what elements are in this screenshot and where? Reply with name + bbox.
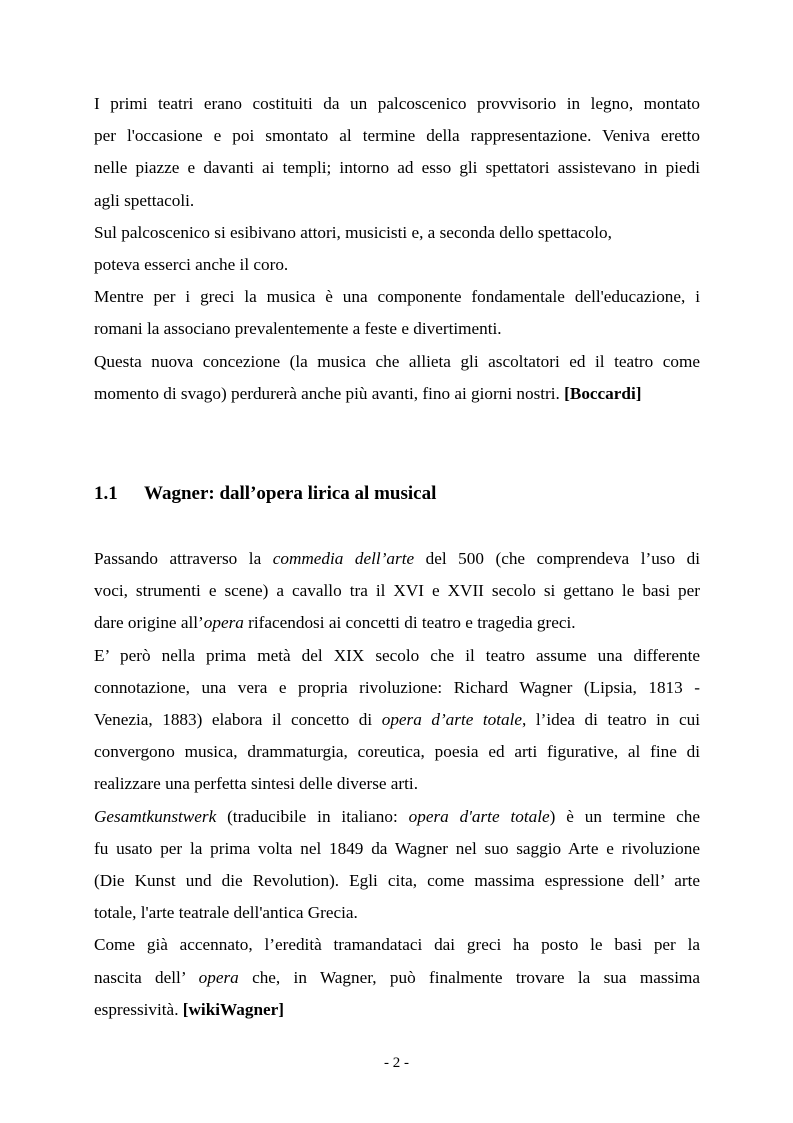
text-line: connotazione, una vera e propria rivoluzione: Richard Wagner (Lipsia, 1813 - bbox=[94, 677, 700, 697]
body-paragraph-4 bbox=[94, 929, 700, 1026]
intro-text bbox=[94, 88, 700, 410]
body-paragraph-3 bbox=[94, 801, 700, 930]
text-line: fu usato per la prima volta nel 1849 da Wagner nel suo saggio Arte e rivoluzione bbox=[94, 838, 700, 858]
section-body bbox=[94, 543, 700, 1026]
text-run: nascita dell’ bbox=[94, 967, 199, 987]
text-line: E’ però nella prima metà del XIX secolo che il teatro assume una differente bbox=[94, 645, 700, 665]
text-line: Sul palcoscenico si esibivano attori, musicisti e, a seconda dello spettacolo, bbox=[94, 222, 612, 242]
citation: [Boccardi] bbox=[564, 383, 642, 403]
text-line: per l'occasione e poi smontato al termine della rappresentazione. Veniva eretto bbox=[94, 126, 700, 146]
text-run: (traducibile in italiano: bbox=[216, 806, 409, 826]
italic-term: opera d’arte totale bbox=[381, 710, 523, 730]
text-line: I primi teatri erano costituiti da un palcoscenico provvisorio in legno, montato bbox=[94, 94, 700, 113]
section-title: Wagner: dall’opera lirica al musical bbox=[144, 483, 437, 504]
text-run: Venezia, 1883) elabora il concetto di bbox=[94, 710, 382, 730]
text-line: Mentre per i greci la musica è una componente fondamentale dell'educazione, i bbox=[94, 287, 700, 307]
italic-term: Gesamtkunstwerk bbox=[94, 806, 217, 826]
text-run: Passando attraverso la bbox=[94, 549, 273, 568]
section-number: 1.1 bbox=[94, 483, 118, 504]
text-line: nelle piazze e davanti ai templi; intorno ad esso gli spettatori assistevano in piedi bbox=[94, 158, 700, 178]
text-run: ) è un termine che bbox=[549, 806, 701, 826]
text-line: Come già accennato, l’eredità tramandataci dai greci ha posto le basi per la bbox=[94, 935, 700, 955]
italic-term: opera bbox=[203, 613, 244, 633]
text-line bbox=[94, 994, 700, 1026]
text-line: poteva esserci anche il coro. bbox=[94, 255, 289, 275]
text-line: totale, l'arte teatrale dell'antica Grecia. bbox=[94, 903, 358, 923]
text-line: agli spettacoli. bbox=[94, 190, 195, 210]
italic-term: opera bbox=[198, 967, 239, 987]
text-run: dare origine all’ bbox=[94, 613, 204, 633]
intro-paragraph-2 bbox=[94, 217, 700, 281]
text-line bbox=[94, 607, 700, 639]
citation: [wikiWagner] bbox=[182, 999, 285, 1019]
intro-paragraph-3 bbox=[94, 281, 700, 345]
page-number: - 2 - bbox=[384, 1055, 409, 1071]
text-line bbox=[94, 704, 700, 736]
text-line: realizzare una perfetta sintesi delle diverse arti. bbox=[94, 774, 419, 794]
italic-term: commedia dell’arte bbox=[272, 549, 415, 568]
text-run: rifacendosi ai concetti di teatro e tragedia greci. bbox=[243, 613, 576, 633]
italic-term: opera d'arte totale bbox=[408, 806, 550, 826]
intro-paragraph-1 bbox=[94, 88, 700, 217]
text-run: che, in Wagner, può finalmente trovare la sua massima bbox=[238, 967, 700, 987]
text-run: , l’idea di teatro in cui bbox=[522, 710, 701, 730]
text-run: del 500 (che comprendeva l’uso di bbox=[414, 549, 700, 568]
text-run: espressività. bbox=[94, 999, 179, 1019]
text-line: convergono musica, drammaturgia, coreutica, poesia ed arti figurative, al fine di bbox=[94, 742, 700, 762]
text-line: Questa nuova concezione (la musica che allieta gli ascoltatori ed il teatro come bbox=[94, 351, 700, 371]
text-line bbox=[94, 378, 700, 410]
text-line: (Die Kunst und die Revolution). Egli cita, come massima espressione dell’ arte bbox=[94, 871, 700, 891]
section-heading bbox=[94, 478, 436, 510]
body-paragraph-1 bbox=[94, 543, 700, 640]
text-line bbox=[94, 801, 700, 833]
text-line-content: momento di svago) perdurerà anche più avanti, fino ai giorni nostri. bbox=[94, 383, 560, 403]
intro-paragraph-4 bbox=[94, 346, 700, 410]
text-line: voci, strumenti e scene) a cavallo tra il XVI e XVII secolo si gettano le basi per bbox=[94, 581, 700, 601]
text-line bbox=[94, 962, 700, 994]
text-line bbox=[94, 543, 700, 575]
body-paragraph-2 bbox=[94, 640, 700, 801]
text-line: romani la associano prevalentemente a feste e divertimenti. bbox=[94, 319, 502, 339]
